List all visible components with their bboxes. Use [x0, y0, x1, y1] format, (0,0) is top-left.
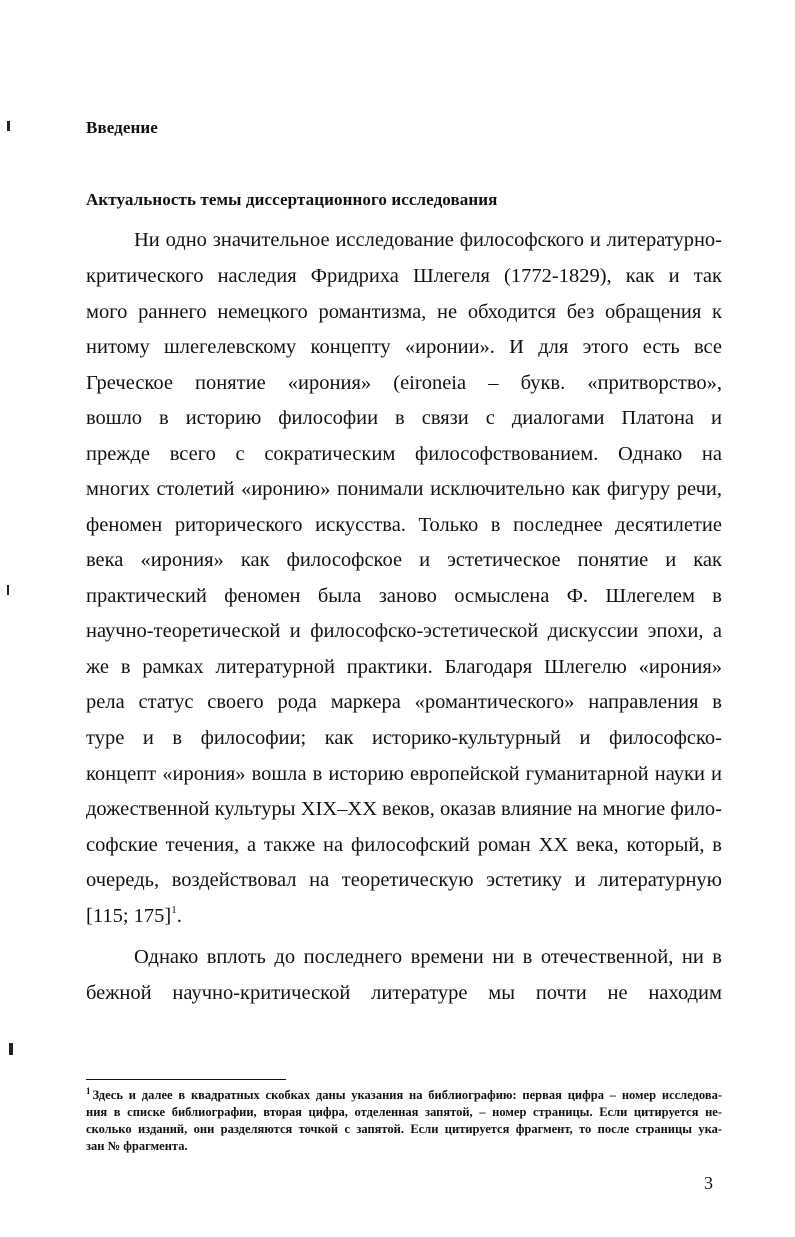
paragraph-line: Ни одно значительное исследование философского и литературно- [134, 229, 722, 251]
paragraph-line: Греческое понятие «ирония» (eironeia – букв. «притворство», [86, 372, 722, 394]
section-heading-intro: Введение [86, 118, 158, 137]
paragraph-line: нитому шлегелевскому концепту «иронии». И для этого есть все [86, 336, 722, 358]
paragraph-line: вошло в историю философии в связи с диалогами Платона и [86, 407, 722, 429]
footnote-line: зан № фрагмента. [86, 1139, 188, 1153]
scan-mark [7, 121, 10, 131]
paragraph-line: рела статус своего рода маркера «романтического» направления в [86, 691, 722, 713]
paragraph-line: научно-теоретической и философско-эстетической дискуссии эпохи, а [86, 620, 722, 642]
paragraph-line: Однако вплоть до последнего времени ни в отечественной, ни в [134, 946, 722, 968]
footnote-line: сколько изданий, они разделяются точкой с запятой. Если цитируется фрагмент, то после страницы ука- [86, 1122, 722, 1136]
page-number: 3 [704, 1173, 713, 1193]
paragraph-line: феномен риторического искусства. Только в последнее десятилетие [86, 514, 722, 536]
scan-mark [7, 585, 9, 595]
scan-mark [9, 1043, 13, 1055]
paragraph-line: критического наследия Фридриха Шлегеля (1772-1829), как и так [86, 265, 722, 287]
paragraph-line: дожественной культуры XIX–XX веков, оказав влияние на многие фило- [86, 798, 722, 820]
paragraph-line: туре и в философии; как историко-культурный и философско- [86, 727, 722, 749]
paragraph-line: концепт «ирония» вошла в историю европейской гуманитарной науки и [86, 763, 722, 785]
paragraph-line: очередь, воздействовал на теоретическую эстетику и литературную [86, 869, 722, 891]
paragraph-line: софские течения, а также на философский роман XX века, который, в [86, 834, 722, 856]
citation: [115; 175] [86, 905, 172, 927]
footnote-number: 1 [86, 1087, 91, 1096]
paragraph-line: мого раннего немецкого романтизма, не обходится без обращения к [86, 301, 722, 323]
section-heading-relevance: Актуальность темы диссертационного исследования [86, 190, 498, 209]
paragraph-line: многих столетий «иронию» понимали исключительно как фигуру речи, [86, 478, 722, 500]
footnote-line [86, 1087, 722, 1104]
paragraph-line-last [86, 904, 182, 928]
footnote-reference: 1 [171, 904, 177, 916]
footnote-line: ния в списке библиографии, вторая цифра, отделенная запятой, – номер страницы. Если цитируется не- [86, 1105, 722, 1119]
footnote-separator [86, 1079, 286, 1080]
period: . [176, 905, 182, 927]
paragraph-line: века «ирония» как философское и эстетическое понятие и как [86, 549, 722, 571]
paragraph-line: же в рамках литературной практики. Благодаря Шлегелю «ирония» [86, 656, 722, 678]
footnote-text: Здесь и далее в квадратных скобках даны указания на библиографию: первая цифра – номер исследова- [92, 1088, 722, 1102]
paragraph-line: прежде всего с сократическим философствованием. Однако на [86, 443, 722, 465]
paragraph-line: бежной научно-критической литературе мы почти не находим [86, 982, 722, 1004]
paragraph-line: практический феномен была заново осмыслена Ф. Шлегелем в [86, 585, 722, 607]
